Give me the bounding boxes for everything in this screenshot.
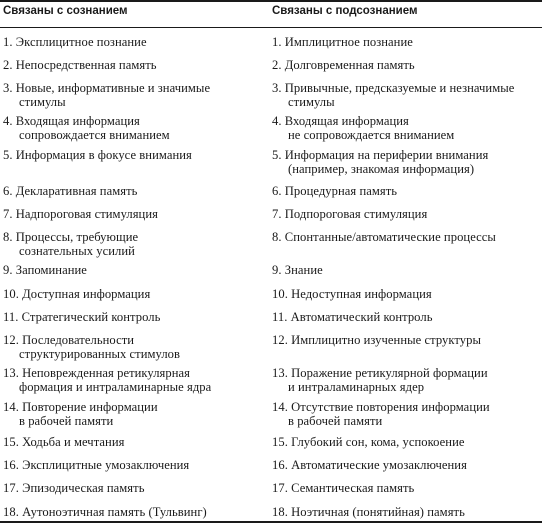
- cell-line-continuation: структурированных стимулов: [19, 347, 181, 362]
- cell-line-continuation: стимулы: [19, 95, 66, 110]
- header-unconscious: Связаны с подсознанием: [272, 5, 418, 17]
- conscious-cell-11: [3, 310, 265, 324]
- unconscious-cell-4: [272, 114, 540, 142]
- cell-line: 8. Процессы, требующие: [3, 230, 139, 244]
- conscious-cell-7: [3, 207, 265, 221]
- cell-line: 14. Повторение информации: [3, 400, 158, 414]
- conscious-cell-12: [3, 333, 265, 361]
- cell-line: 16. Автоматические умозаключения: [272, 458, 467, 472]
- cell-line: 12. Последовательности: [3, 333, 135, 347]
- cell-line: 1. Эксплицитное познание: [3, 35, 147, 49]
- conscious-cell-16: [3, 458, 265, 472]
- cell-line: 9. Знание: [272, 263, 323, 277]
- cell-line: 5. Информация в фокусе внимания: [3, 148, 192, 162]
- conscious-cell-10: [3, 287, 265, 301]
- unconscious-cell-2: [272, 58, 540, 72]
- conscious-cell-18: [3, 505, 265, 519]
- cell-line: 7. Надпороговая стимуляция: [3, 207, 158, 221]
- cell-line: 3. Привычные, предсказуемые и незначимые: [272, 81, 515, 95]
- conscious-cell-14: [3, 400, 265, 428]
- cell-line: 14. Отсутствие повторения информации: [272, 400, 490, 414]
- unconscious-cell-12: [272, 333, 540, 347]
- cell-line: 12. Имплицитно изученные структуры: [272, 333, 481, 347]
- cell-line: 15. Ходьба и мечтания: [3, 435, 125, 449]
- cell-line: 11. Автоматический контроль: [272, 310, 433, 324]
- cell-line: 8. Спонтанные/автоматические процессы: [272, 230, 496, 244]
- unconscious-cell-3: [272, 81, 540, 109]
- cell-line-continuation: стимулы: [288, 95, 335, 110]
- conscious-cell-1: [3, 35, 265, 49]
- cell-line: 10. Недоступная информация: [272, 287, 432, 301]
- cell-line-continuation: и интраламинарных ядер: [288, 380, 425, 395]
- unconscious-cell-16: [272, 458, 540, 472]
- cell-line: 5. Информация на периферии внимания: [272, 148, 489, 162]
- cell-line-continuation: (например, знакомая информация): [288, 162, 475, 177]
- cell-line: 6. Процедурная память: [272, 184, 398, 198]
- unconscious-cell-6: [272, 184, 540, 198]
- cell-line: 2. Непосредственная память: [3, 58, 157, 72]
- header-conscious: Связаны с сознанием: [3, 5, 128, 17]
- cell-line-continuation: сопровождается вниманием: [19, 128, 170, 143]
- conscious-cell-8: [3, 230, 265, 258]
- conscious-cell-6: [3, 184, 265, 198]
- cell-line: 15. Глубокий сон, кома, успокоение: [272, 435, 465, 449]
- unconscious-cell-9: [272, 263, 540, 277]
- unconscious-cell-13: [272, 366, 540, 394]
- unconscious-cell-5: [272, 148, 540, 176]
- conscious-cell-5: [3, 148, 265, 162]
- conscious-cell-17: [3, 481, 265, 495]
- cell-line: 6. Декларативная память: [3, 184, 138, 198]
- conscious-cell-15: [3, 435, 265, 449]
- cell-line: 18. Ноэтичная (понятийная) память: [272, 505, 465, 519]
- cell-line-continuation: в рабочей памяти: [19, 414, 114, 429]
- cell-line-continuation: в рабочей памяти: [288, 414, 383, 429]
- unconscious-cell-10: [272, 287, 540, 301]
- conscious-cell-9: [3, 263, 265, 277]
- cell-line: 11. Стратегический контроль: [3, 310, 161, 324]
- cell-line: 16. Эксплицитные умозаключения: [3, 458, 190, 472]
- conscious-cell-2: [3, 58, 265, 72]
- cell-line: 2. Долговременная память: [272, 58, 415, 72]
- cell-line: 3. Новые, информативные и значимые: [3, 81, 211, 95]
- unconscious-cell-1: [272, 35, 540, 49]
- cell-line: 4. Входящая информация: [3, 114, 140, 128]
- unconscious-cell-7: [272, 207, 540, 221]
- cell-line: 18. Аутоноэтичная память (Тульвинг): [3, 505, 207, 519]
- cell-line: 4. Входящая информация: [272, 114, 409, 128]
- unconscious-cell-11: [272, 310, 540, 324]
- conscious-cell-4: [3, 114, 265, 142]
- cell-line: 10. Доступная информация: [3, 287, 151, 301]
- unconscious-cell-14: [272, 400, 540, 428]
- conscious-cell-3: [3, 81, 265, 109]
- unconscious-cell-17: [272, 481, 540, 495]
- unconscious-cell-18: [272, 505, 540, 519]
- cell-line: 13. Поражение ретикулярной формации: [272, 366, 488, 380]
- cell-line: 17. Эпизодическая память: [3, 481, 145, 495]
- cell-line-continuation: сознательных усилий: [19, 244, 135, 259]
- header-rule: [0, 27, 542, 28]
- conscious-cell-13: [3, 366, 265, 394]
- cell-line: 9. Запоминание: [3, 263, 87, 277]
- cell-line-continuation: не сопровождается вниманием: [288, 128, 455, 143]
- unconscious-cell-8: [272, 230, 540, 244]
- table-top-rule: [0, 0, 542, 2]
- cell-line: 1. Имплицитное познание: [272, 35, 413, 49]
- cell-line: 7. Подпороговая стимуляция: [272, 207, 428, 221]
- cell-line-continuation: формация и интраламинарные ядра: [19, 380, 212, 395]
- unconscious-cell-15: [272, 435, 540, 449]
- cell-line: 17. Семантическая память: [272, 481, 415, 495]
- cell-line: 13. Неповрежденная ретикулярная: [3, 366, 191, 380]
